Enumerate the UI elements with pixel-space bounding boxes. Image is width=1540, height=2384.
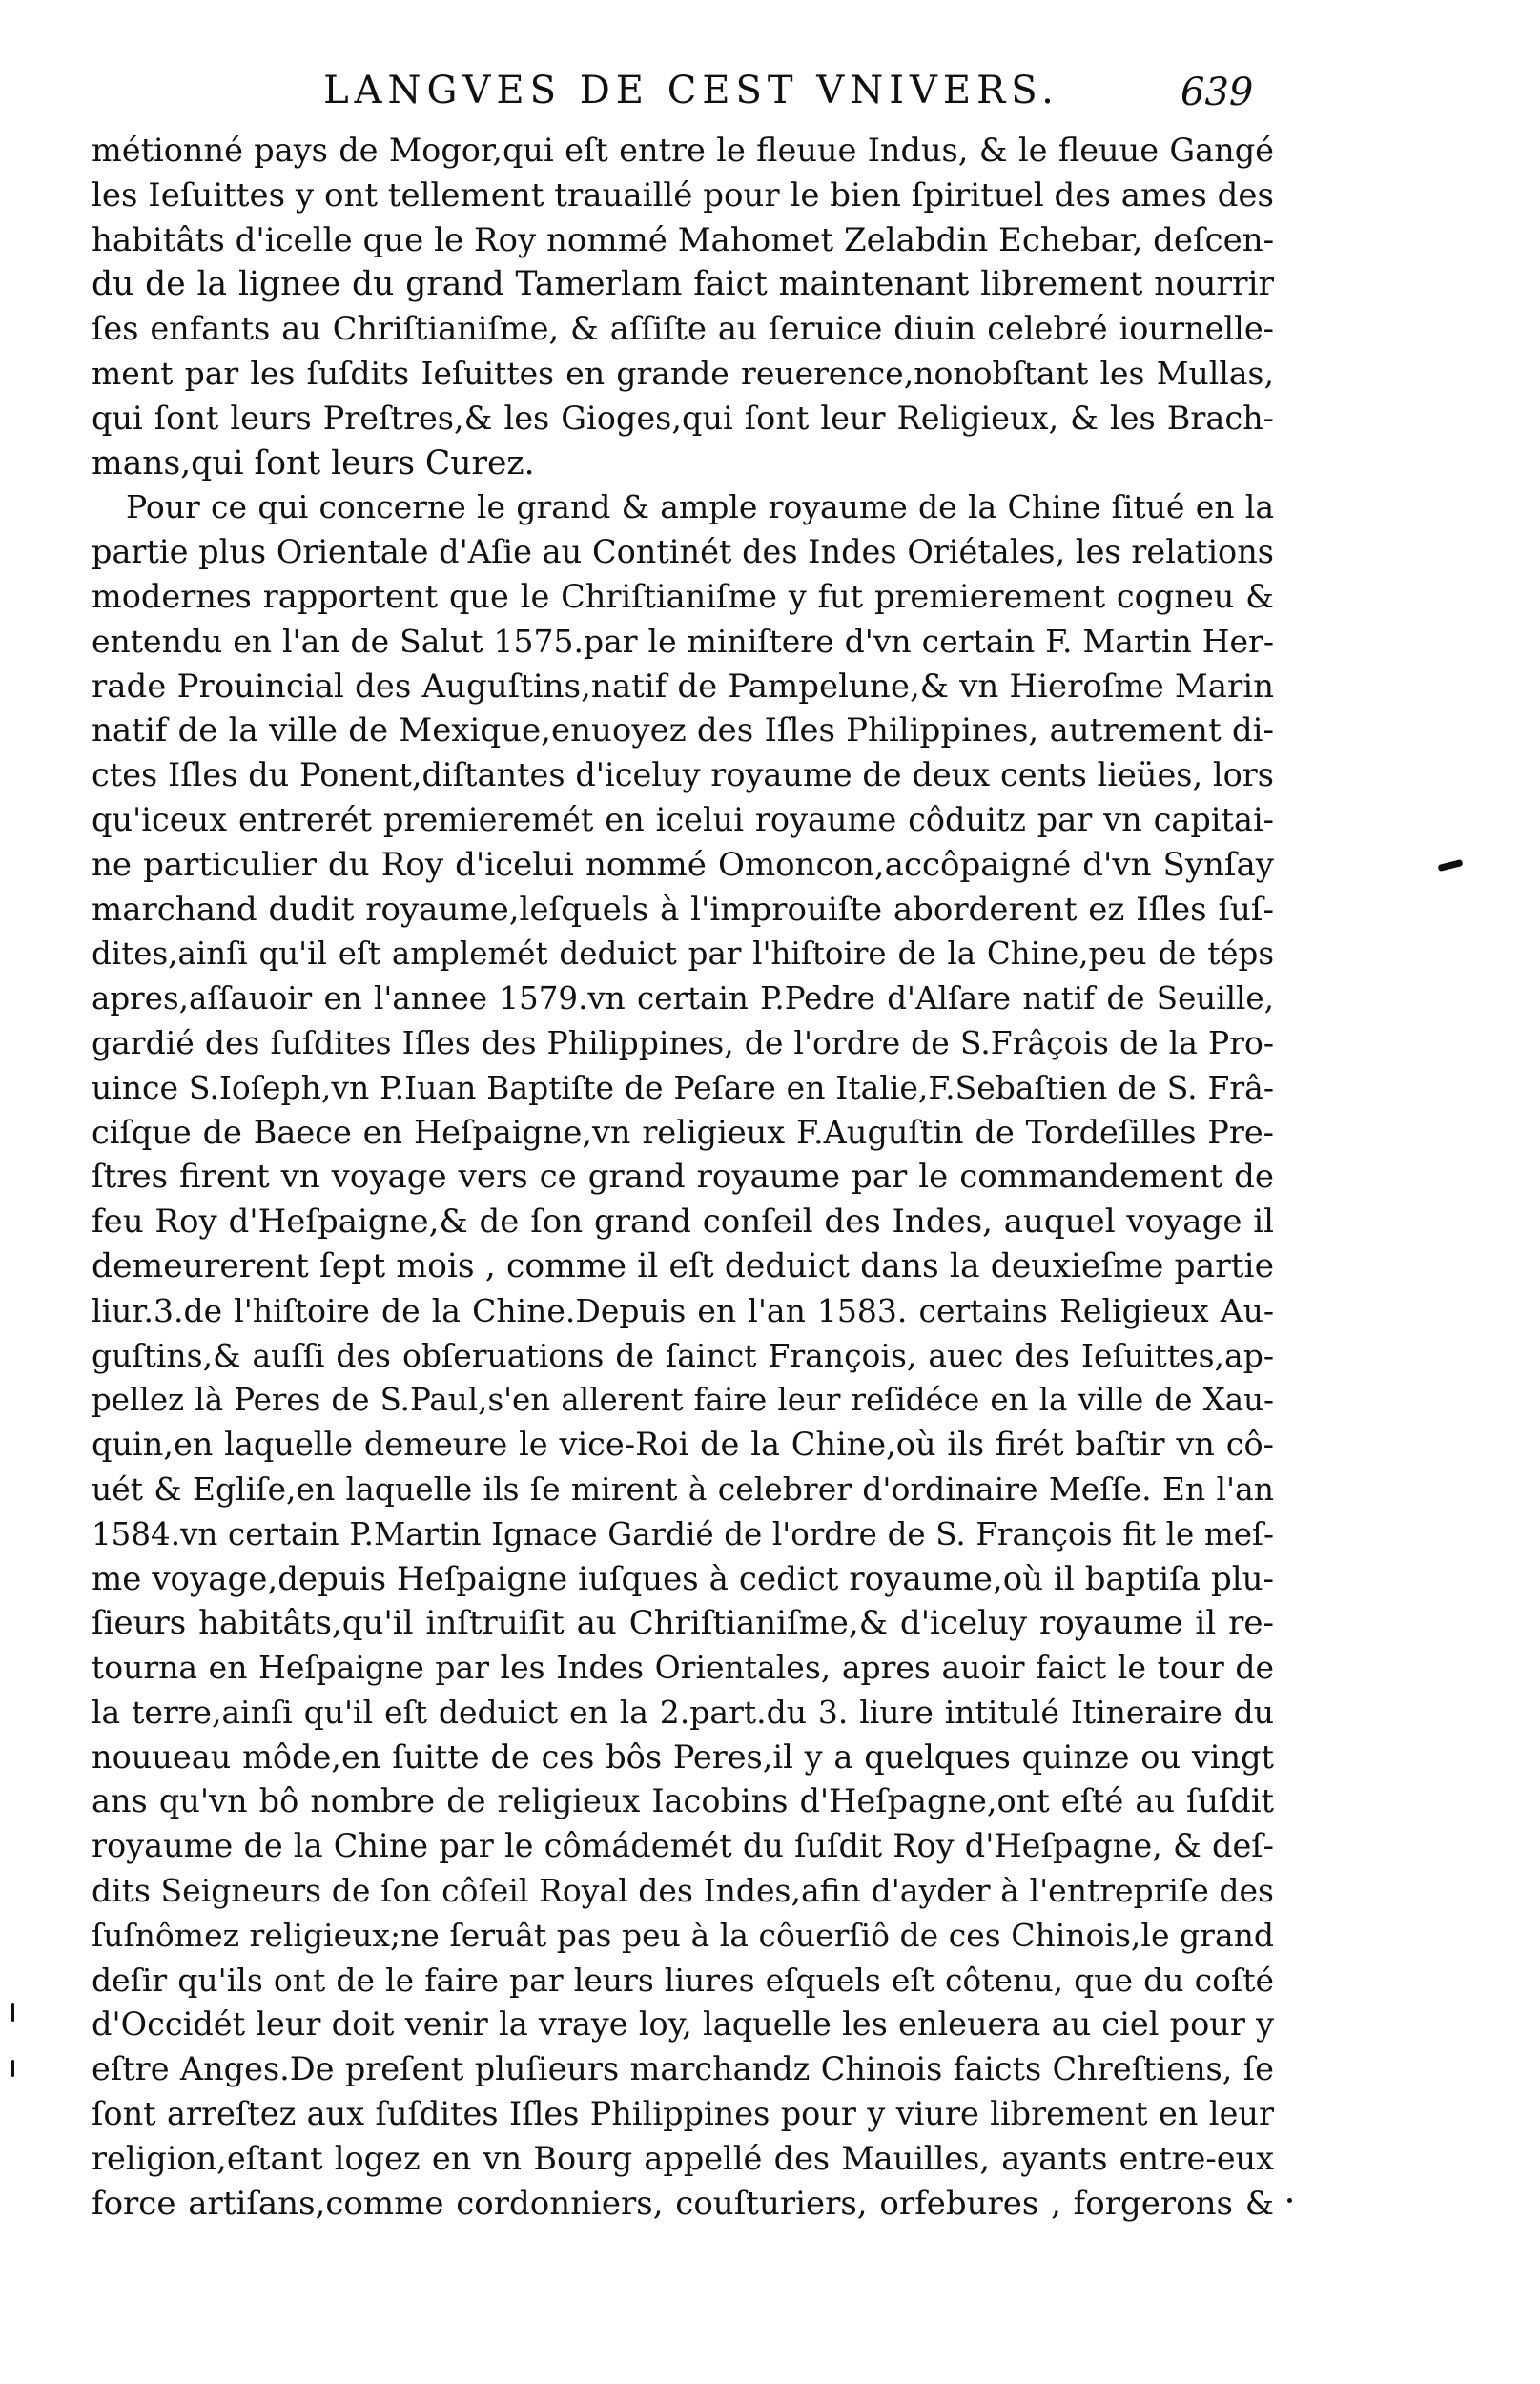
margin-ink-mark: [1287, 2198, 1292, 2203]
text-line: du de la lignee du grand Tamerlam faict maintenant librement nourrir: [92, 265, 1274, 304]
text-line: ſieurs habitâts,qu'il inſtruiſit au Chriſtianiſme,& d'iceluy royaume il re-: [92, 1604, 1274, 1643]
text-line: me voyage,depuis Heſpaigne iuſques à cedict royaume,où il baptiſa plu-: [92, 1559, 1274, 1598]
text-line: natif de la ville de Mexique,enuoyez des Iſles Philippines, autrement di-: [92, 711, 1274, 750]
text-line: les Ieſuittes y ont tellement trauaillé pour le bien ſpirituel des ames des: [92, 175, 1274, 215]
text-line: partie plus Orientale d'Aſie au Continét des Indes Oriétales, les relations: [92, 533, 1274, 571]
text-line: habitâts d'icelle que le Roy nommé Mahomet Zelabdin Echebar, deſcen-: [92, 220, 1274, 259]
text-line: feu Roy d'Heſpaigne,& de ſon grand conſeil des Indes, auquel voyage il: [92, 1202, 1274, 1242]
text-line: quin,en laquelle demeure le vice-Roi de la Chine,où ils firét baſtir vn cô-: [92, 1426, 1274, 1464]
text-line: entendu en l'an de Salut 1575.par le miniſtere d'vn certain F. Martin Her-: [92, 622, 1274, 660]
margin-ink-mark: [11, 2060, 14, 2077]
text-line: dits Seigneurs de ſon côſeil Royal des Indes,afin d'ayder à l'entrepriſe des: [92, 1872, 1274, 1910]
text-line: ſont arreſtez aux ſuſdites Iſles Philippines pour y viure librement en leur: [92, 2095, 1274, 2133]
text-line: métionné pays de Mogor,qui eſt entre le fleuue Indus, & le fleuue Gangé: [92, 132, 1274, 169]
text-line: force artiſans,comme cordonniers, couſturiers, orfebures , forgerons &: [92, 2184, 1274, 2223]
body-text: [92, 129, 1274, 2226]
text-line: demeurerent ſept mois , comme il eſt deduict dans la deuxieſme partie: [92, 1246, 1274, 1285]
text-line: ſuſnômez religieux;ne ſeruât pas peu à la côuerſiô de ces Chinois,le grand: [92, 1916, 1274, 1954]
text-line: qui ſont leurs Preſtres,& les Gioges,qui ſont leur Religieux, & les Brach-: [92, 399, 1274, 437]
text-line: ſes enfants au Chriſtianiſme, & aſſiſte au ſeruice diuin celebré iournelle-: [92, 310, 1274, 348]
text-line: modernes rapportent que le Chriſtianiſme y fut premierement cogneu &: [92, 577, 1274, 615]
text-line: rade Prouincial des Auguſtins,natif de Pampelune,& vn Hieroſme Marin: [92, 667, 1274, 706]
text-line: ment par les ſuſdits Ieſuittes en grande reuerence,nonobſtant les Mullas,: [92, 354, 1274, 392]
text-line: ſtres firent vn voyage vers ce grand royaume par le commandement de: [92, 1158, 1274, 1197]
text-line: religion,eſtant logez en vn Bourg appellé des Mauilles, ayants entre-eux: [92, 2139, 1274, 2177]
text-line: dites,ainſi qu'il eſt amplemét deduict par l'hiſtoire de la Chine,peu de téps: [92, 935, 1274, 973]
text-line: eſtre Anges.De preſent pluſieurs marchandz Chinois faicts Chreſtiens, ſe: [92, 2050, 1274, 2088]
text-line: nouueau môde,en ſuitte de ces bôs Peres,il y a quelques quinze ou vingt: [92, 1737, 1274, 1776]
text-line: uince S.Ioſeph,vn P.Iuan Baptiſte de Peſare en Italie,F.Sebaſtien de S. Frâ-: [92, 1068, 1274, 1106]
text-line: 1584.vn certain P.Martin Ignace Gardié de l'ordre de S. François fit le meſ-: [92, 1515, 1274, 1552]
text-line: apres,aſſauoir en l'annee 1579.vn certain P.Pedre d'Alſare natif de Seuille,: [92, 980, 1274, 1017]
text-line: la terre,ainſi qu'il eſt deduict en la 2.part.du 3. liure intitulé Itineraire du: [92, 1693, 1274, 1731]
text-line: qu'iceux entrerét premieremét en icelui royaume côduitz par vn capitai-: [92, 800, 1274, 838]
paragraph-first-line: Pour ce qui concerne le grand & ample royaume de la Chine ſitué en la: [126, 488, 1274, 526]
text-line: ans qu'vn bô nombre de religieux Iacobins d'Heſpagne,ont eſté au ſuſdit: [92, 1782, 1274, 1820]
text-line: d'Occidét leur doit venir la vraye loy, laquelle les enleuera au ciel pour y: [92, 2005, 1274, 2044]
text-line: uét & Egliſe,en laquelle ils ſe mirent à celebrer d'ordinaire Meſſe. En l'an: [92, 1469, 1274, 1508]
text-line: tourna en Heſpaigne par les Indes Orientales, apres auoir faict le tour de: [92, 1649, 1274, 1687]
page-number: 639: [1181, 71, 1254, 114]
text-line: pellez là Peres de S.Paul,s'en allerent faire leur reſidéce en la ville de Xau-: [92, 1382, 1274, 1419]
running-title: LANGVES DE CEST VNIVERS.: [323, 69, 1059, 113]
text-line: royaume de la Chine par le cômádemét du ſuſdit Roy d'Heſpagne, & deſ-: [92, 1827, 1274, 1865]
text-line: liur.3.de l'hiſtoire de la Chine.Depuis en l'an 1583. certains Religieux Au-: [92, 1291, 1274, 1329]
text-line: mans,qui ſont leurs Curez.: [92, 443, 535, 483]
text-line: marchand dudit royaume,leſquels à l'improuiſte aborderent ez Iſles ſuſ-: [92, 890, 1274, 929]
text-line: ciſque de Baece en Heſpaigne,vn religieux F.Auguſtin de Tordeſilles Pre-: [92, 1113, 1274, 1151]
text-line: deſir qu'ils ont de le faire par leurs liures eſquels eſt côtenu, que du coſté: [92, 1961, 1274, 1999]
text-line: ne particulier du Roy d'icelui nommé Omoncon,accôpaigné d'vn Synſay: [92, 845, 1274, 884]
margin-ink-mark: [11, 2003, 14, 2022]
margin-ink-mark: [1438, 859, 1464, 872]
text-line: guſtins,& auſſi des obſeruations de ſainct François, auec des Ieſuittes,ap-: [92, 1336, 1274, 1374]
text-line: gardié des ſuſdites Iſles des Philippines, de l'ordre de S.Frâçois de la Pro-: [92, 1023, 1274, 1061]
text-line: ctes Iſles du Ponent,diſtantes d'iceluy royaume de deux cents lieües, lors: [92, 756, 1274, 794]
